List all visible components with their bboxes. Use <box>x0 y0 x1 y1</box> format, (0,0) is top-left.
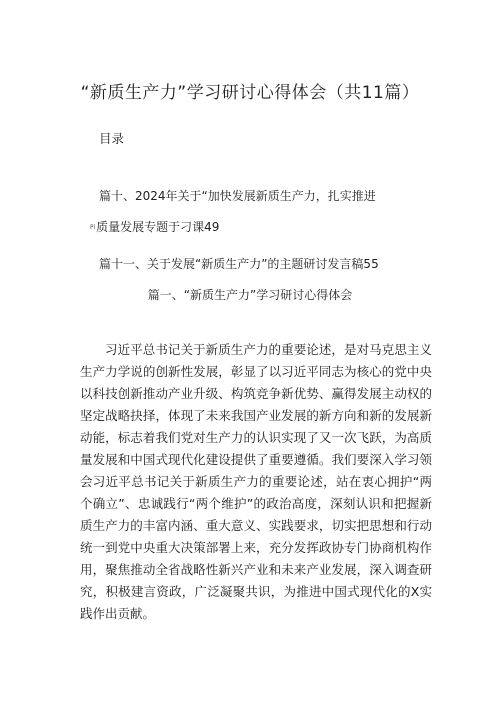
toc-item-10: 篇十、2024年关于“加快发展新质生产力，扎实推进 <box>99 189 376 203</box>
body-paragraph: 习近平总书记关于新质生产力的重要论述，是对马克思主义生产力学说的创新性发展，彰显了以习近平同志为核心的党中央以科技创新推动产业升级、构筑竞争新优势、赢得发展主动权的坚定战略抉择，体现了未来我国产业发展的新方向和新的发展新动能，标志着我们党对生产力的认识实现了又一次飞跃，为高质量发展和中国式现代化建设提供了重要遵循。我们要深入学习领会习近平总书记关于新质生产力的重要论述，站在衷心拥护“两个确立”、忠诚践行“两个维护”的政治高度，深刻认识和把握新质生产力的丰富内涵、重大意义、实践要求，切实把思想和行动统一到党中央重大决策部署上来，充分发挥政协专门协商机构作用，聚焦推动全省战略性新兴产业和未来产业发展，深入调查研究，积极建言资政，广泛凝聚共识，为推进中国式现代化的X实践作出贡献。 <box>80 342 432 621</box>
toc-item-10-continued <box>90 218 219 235</box>
document-title: “新质生产力”学习研讨心得体会（共11篇） <box>80 83 420 103</box>
stray-mark: Pi <box>90 224 96 231</box>
toc-item-11: 篇十一、关于发展“新质生产力”的主题研讨发言稿55 <box>99 257 379 271</box>
section-title: 篇一、“新质生产力”学习研讨心得体会 <box>147 288 353 302</box>
toc-heading: 目录 <box>99 131 125 146</box>
toc-item-10-line2: 质量发展专题于刁课49 <box>96 220 220 234</box>
